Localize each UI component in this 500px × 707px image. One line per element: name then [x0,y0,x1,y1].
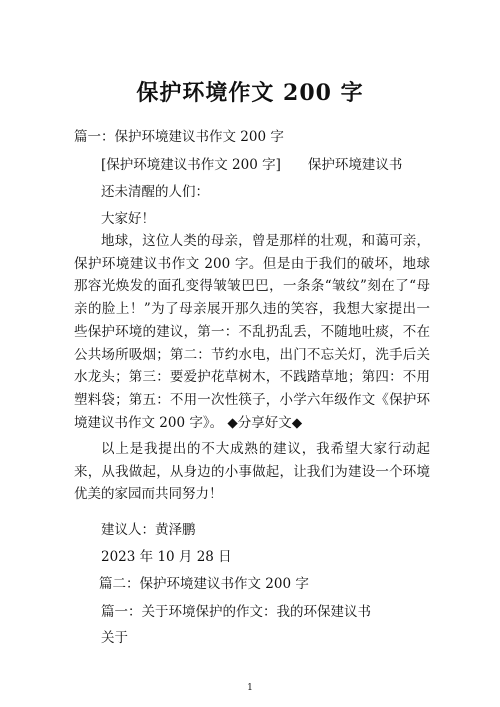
body-paragraph-2 [74,438,430,506]
salutation-line-2: 大家好！ [101,211,155,227]
date-line: 2023 年 10 月 28 日 [101,549,232,565]
page-number: 1 [247,683,253,693]
document-title: 保护环境作文 200 字 [136,80,364,106]
section3-heading: 篇一：关于环境保护的作文：我的环保建议书 [101,604,371,620]
signature-line: 建议人：黄泽鹏 [101,522,196,538]
bracket-line: [保护环境建议书作文 200 字] 保护环境建议书 [101,157,403,173]
section1-heading: 篇一：保护环境建议书作文 200 字 [74,129,284,145]
section2-heading: 篇二：保护环境建议书作文 200 字 [99,576,309,592]
paragraph-2-text: 以上是我提出的不大成熟的建议，我希望大家行动起来，从我做起，从身边的小事做起，让我们为建设一个环境优美的家园而共同努力！ [74,441,430,503]
body-paragraph-1 [74,230,430,434]
paragraph-1-text: 地球，这位人类的母亲，曾是那样的壮观，和蔼可亲，保护环境建议书作文 200 字。但是由于我们的破坏，地球那容光焕发的面孔变得皱皱巴巴，一条条“皱纹”刻在了“母亲的脸上！”为了母亲展开那久违的笑容，我想大家提出一些保护环境的建议，第一：不乱扔乱丢，不随地吐痰，不在公共场所吸烟；第二：节约水电，出门不忘关灯，洗手后关水龙头；第三：要爱护花草树木，不践踏草地；第四：不用塑料袋；第五：不用一次性筷子，小学六年级作文《保护环境建议书作文 200 字》。 ◆分享好文◆ [74,233,430,431]
trailing-text: 关于 [101,630,128,646]
salutation-line-1: 还未清醒的人们： [101,184,209,200]
